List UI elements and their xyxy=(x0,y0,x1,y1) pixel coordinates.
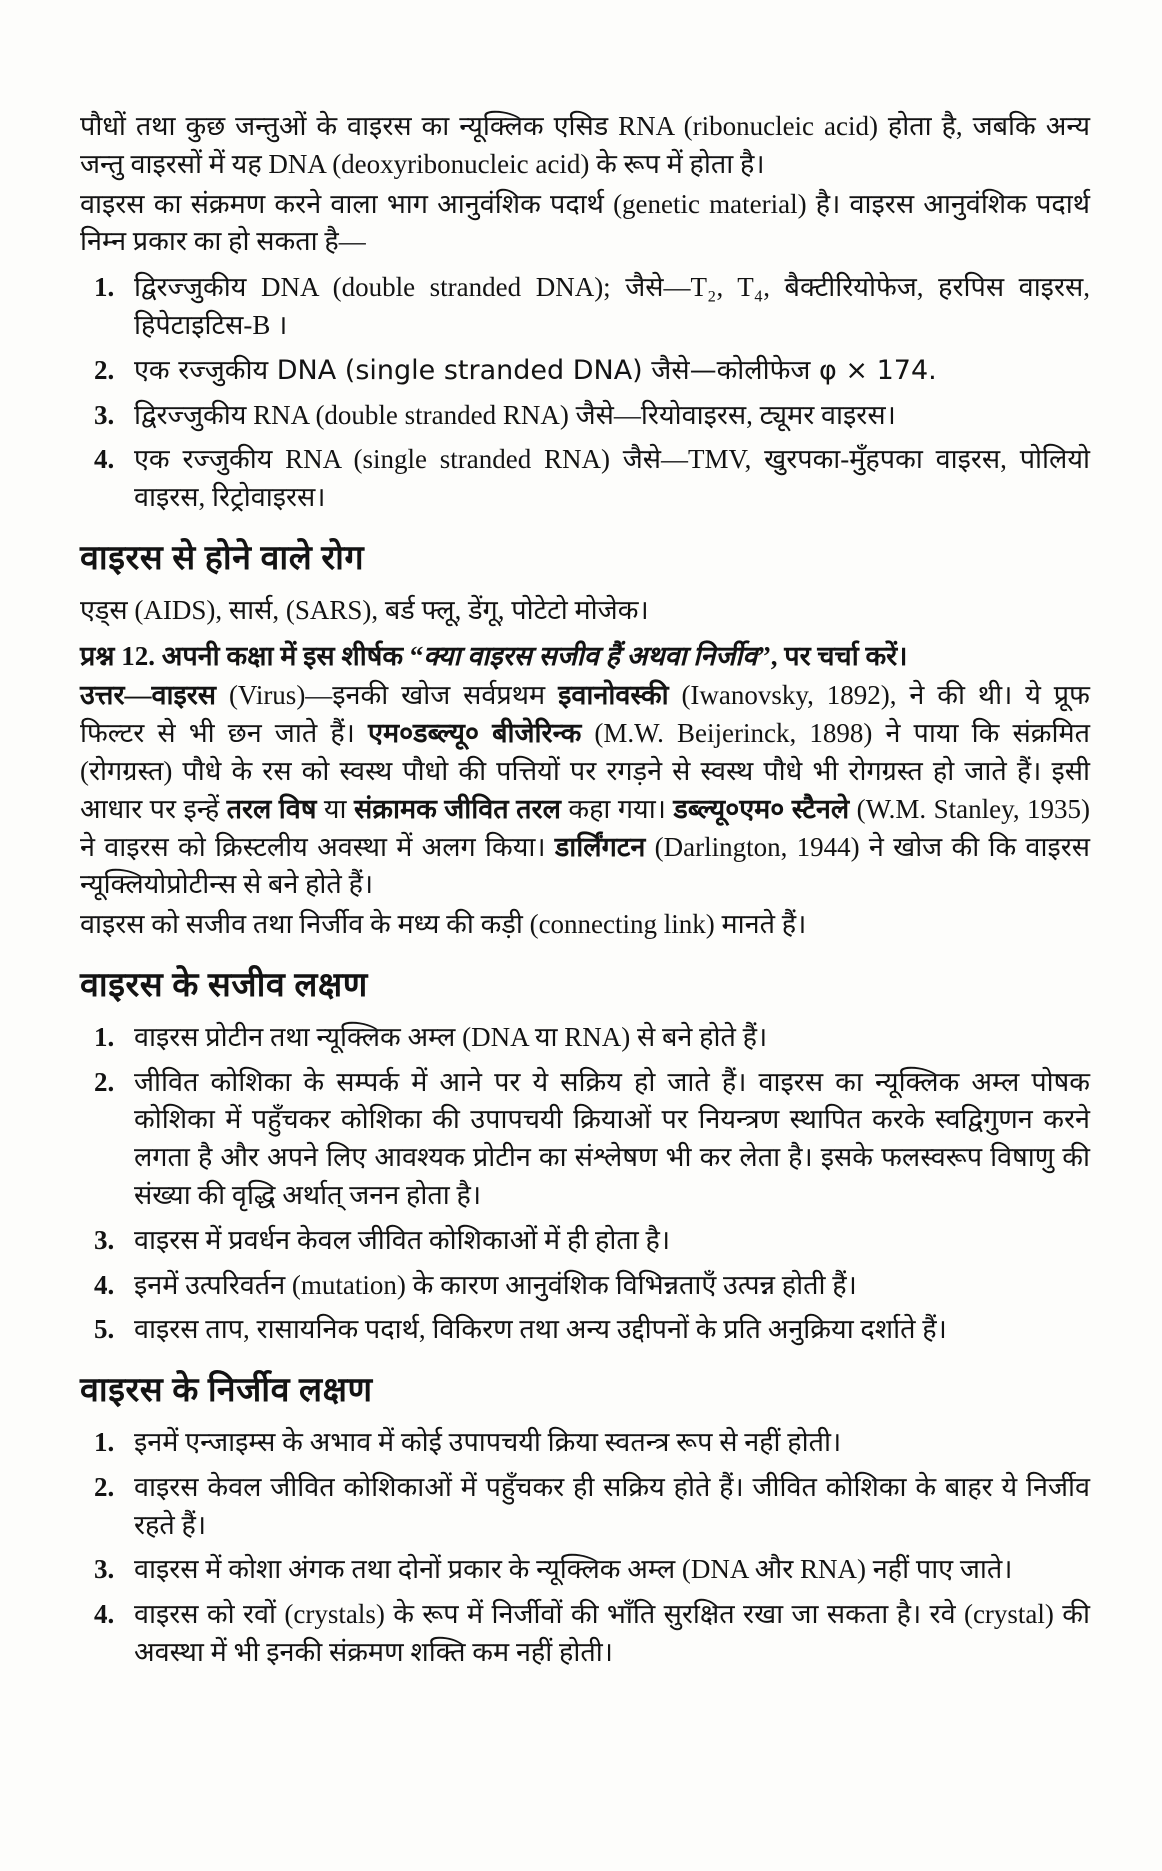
list-item-text: इनमें उत्परिवर्तन (mutation) के कारण आनुवंशिक विभिन्नताएँ उत्पन्न होती हैं। xyxy=(134,1269,857,1300)
question-quoted-title: क्या वाइरस सजीव हैं अथवा निर्जीव xyxy=(423,640,758,671)
list-item-number: 3. xyxy=(94,399,115,430)
list-item-number: 1. xyxy=(94,1426,115,1457)
list-item-number: 4. xyxy=(94,1269,115,1300)
list-item-number: 2. xyxy=(94,1066,115,1097)
list-item-number: 2. xyxy=(94,354,115,385)
list-item-number: 3. xyxy=(94,1554,115,1585)
list-item xyxy=(94,1311,1090,1349)
list-item xyxy=(94,1596,1090,1672)
list-item-number: 1. xyxy=(94,272,115,303)
answer-text: (Virus)—इनकी खोज सर्वप्रथम xyxy=(216,680,559,711)
list-item-number: 1. xyxy=(94,1021,115,1052)
living-traits-heading: वाइरस के सजीव लक्षण xyxy=(80,966,368,1004)
list-item-text: वाइरस ताप, रासायनिक पदार्थ, विकिरण तथा अन्य उद्दीपनों के प्रति अनुक्रिया दर्शाते हैं। xyxy=(134,1314,947,1345)
nonliving-traits-heading: वाइरस के निर्जीव लक्षण xyxy=(80,1372,373,1410)
list-item-number: 3. xyxy=(94,1224,115,1255)
scientist-beijerinck: एम०डब्ल्यू० बीजेरिन्क xyxy=(368,718,582,749)
answer-text: (Iwanovsky, 1892), ने की थी। ये प्रूफ फिल्टर से भी छन जाते हैं। xyxy=(80,680,1090,749)
list-item-text: वाइरस को रवों (crystals) के रूप में निर्जीवों की भाँति सुरक्षित रखा जा सकता है। रवे (crystal) की अवस्था में भी इनकी संक्रमण शक्ति कम नहीं होती। xyxy=(134,1599,1090,1667)
answer-text: (Darlington, 1944) ने खोज की कि वाइरस न्यूक्लियोप्रोटीन्स से बने होते हैं। xyxy=(80,831,1090,900)
list-item xyxy=(94,397,1090,435)
list-item-number: 4. xyxy=(94,1599,115,1630)
answer-text: (M.W. Beijerinck, 1898) ने पाया कि संक्रमित (रोगग्रस्त) पौधे के रस को स्वस्थ पौधो की पत्तियों पर रगड़ने से स्वस्थ पौधे भी रोगग्रस्त हो जाते हैं। इसी आधार पर इन्हें xyxy=(80,718,1090,824)
diseases-section-heading: वाइरस से होने वाले रोग xyxy=(80,539,365,577)
question-12-line xyxy=(80,638,1090,676)
term-liquid-poison: तरल विष xyxy=(226,793,317,824)
list-item-text: एक रज्जुकीय RNA (single stranded RNA) जैसे—TMV, खुरपका-मुँहपका वाइरस, पोलियो वाइरस, रिट्रोवाइरस। xyxy=(134,444,1090,513)
term-infectious-living-fluid: संक्रामक जीवित तरल xyxy=(353,793,561,824)
list-item xyxy=(94,1469,1090,1545)
list-item-text: एक रज्जुकीय DNA (single stranded DNA) जैसे—कोलीफेज φ × 174. xyxy=(134,354,937,386)
list-item-text: वाइरस में कोशा अंगक तथा दोनों प्रकार के न्यूक्लिक अम्ल (DNA और RNA) नहीं पाए जाते। xyxy=(134,1554,1013,1585)
answer-text: या xyxy=(316,793,354,824)
list-item xyxy=(94,1019,1090,1057)
answer-paragraph xyxy=(80,677,1090,904)
list-item-text: द्विरज्जुकीय RNA (double stranded RNA) जैसे—रियोवाइरस, ट्यूमर वाइरस। xyxy=(134,399,896,430)
diseases-list-line: एड्स (AIDS), सार्स, (SARS), बर्ड फ्लू, डेंगू, पोटेटो मोजेक। xyxy=(80,594,649,625)
list-item xyxy=(94,269,1090,345)
list-item-text: द्विरज्जुकीय DNA (double stranded DNA); जैसे—T₂, T₄, बैक्टीरियोफेज, हरपिस वाइरस, हिपेटाइटिस-B । xyxy=(134,272,1090,340)
list-item-number: 5. xyxy=(94,1314,115,1345)
list-item-text: वाइरस केवल जीवित कोशिकाओं में पहुँचकर ही सक्रिय होते हैं। जीवित कोशिका के बाहर ये निर्जीव रहते हैं। xyxy=(134,1471,1090,1540)
list-item xyxy=(94,352,1090,390)
list-item xyxy=(94,1551,1090,1589)
genetic-material-paragraph: वाइरस का संक्रमण करने वाला भाग आनुवंशिक पदार्थ (genetic material) है। वाइरस आनुवंशिक पदार्थ निम्न प्रकार का हो सकता है— xyxy=(80,188,1090,257)
list-item-text: जीवित कोशिका के सम्पर्क में आने पर ये सक्रिय हो जाते हैं। वाइरस का न्यूक्लिक अम्ल पोषक कोशिका में पहुँचकर कोशिका की उपापचयी क्रियाओं पर नियन्त्रण स्थापित करके स्वद्विगुणन करने लगता है और अपने लिए आवश्यक प्रोटीन का संश्लेषण भी कर लेता है। इसके फलस्वरूप विषाणु की संख्या की वृद्धि अर्थात् जनन होता है। xyxy=(134,1066,1090,1210)
answer-label: उत्तर—वाइरस xyxy=(80,680,217,711)
list-item xyxy=(94,441,1090,517)
scientist-ivanovsky: इवानोवस्की xyxy=(558,680,669,711)
list-item-number: 2. xyxy=(94,1471,115,1502)
list-item-text: वाइरस प्रोटीन तथा न्यूक्लिक अम्ल (DNA या RNA) से बने होते हैं। xyxy=(134,1021,768,1052)
list-item xyxy=(94,1424,1090,1462)
list-item-text: इनमें एन्जाइम्स के अभाव में कोई उपापचयी क्रिया स्वतन्त्र रूप से नहीं होती। xyxy=(134,1426,842,1457)
list-item-number: 4. xyxy=(94,444,115,475)
list-item-text: वाइरस में प्रवर्धन केवल जीवित कोशिकाओं में ही होता है। xyxy=(134,1224,671,1255)
connecting-link-line: वाइरस को सजीव तथा निर्जीव के मध्य की कड़ी (connecting link) मानते हैं। xyxy=(80,909,807,940)
genetic-types-list xyxy=(94,269,1090,517)
question-text-post: ”, पर चर्चा करें। xyxy=(757,640,908,671)
intro-paragraph: पौधों तथा कुछ जन्तुओं के वाइरस का न्यूक्लिक एसिड RNA (ribonucleic acid) होता है, जबकि अन्य जन्तु वाइरसों में यह DNA (deoxyribonucleic acid) के रूप में होता है। xyxy=(80,111,1090,179)
living-traits-list xyxy=(94,1019,1090,1349)
question-text-pre: अपनी कक्षा में इस शीर्षक “ xyxy=(154,640,424,671)
list-item xyxy=(94,1064,1090,1215)
answer-text: (W.M. Stanley, 1935) ने वाइरस को क्रिस्टलीय अवस्था में अलग किया। xyxy=(80,793,1091,862)
list-item xyxy=(94,1267,1090,1305)
question-label: प्रश्न 12. xyxy=(80,640,155,671)
scientist-darlington: डार्लिंगटन xyxy=(554,831,646,862)
scientist-stanley: डब्ल्यू०एम० स्टैनले xyxy=(673,793,850,824)
answer-text: कहा गया। xyxy=(560,793,674,824)
nonliving-traits-list xyxy=(94,1424,1090,1672)
list-item xyxy=(94,1222,1090,1260)
